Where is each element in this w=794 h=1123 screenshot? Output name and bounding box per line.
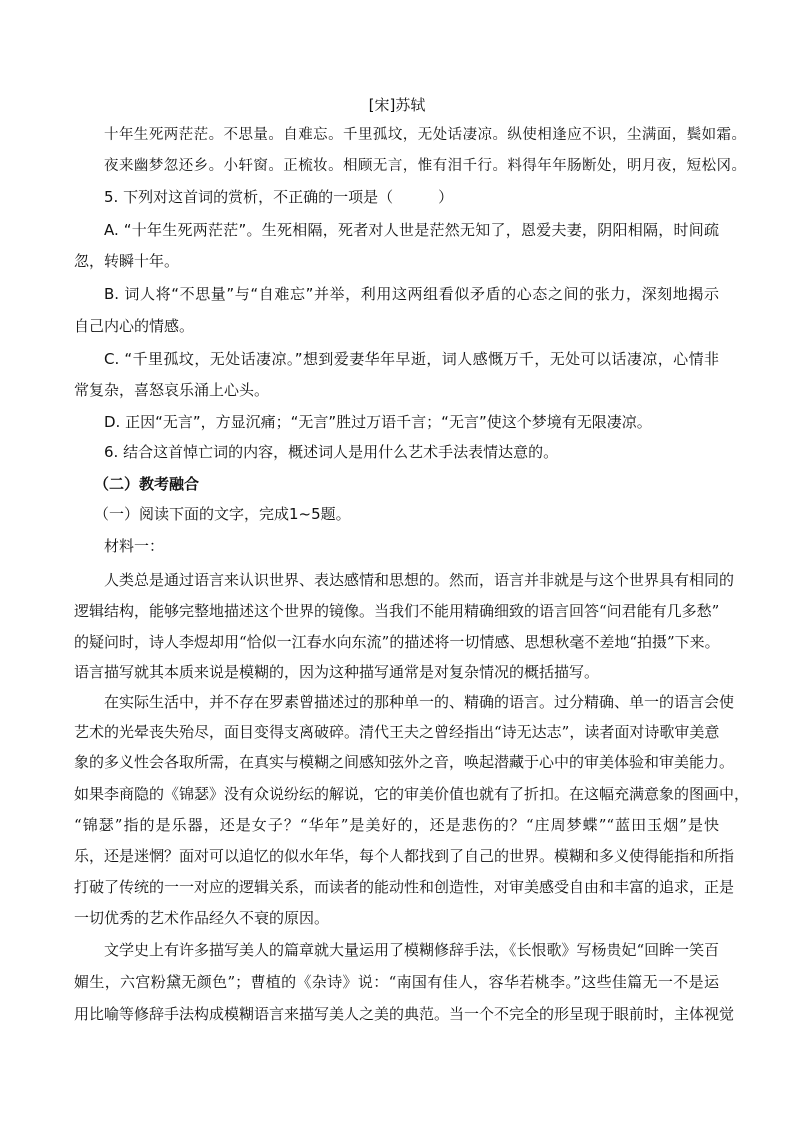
paragraph-2-line-3: 象的多义性会各取所需，在真实与模糊之间感知弦外之音，唤起潜藏于心中的审美体验和审美能力。 [74,753,735,771]
poem-line-1: 十年生死两茫茫。不思量。自难忘。千里孤坟，无处话凄凉。纵使相逢应不识，尘满面，鬓如霜。 [104,127,746,143]
paragraph-2-line-8: 一切优秀的艺术作品经久不衰的原因。 [74,909,330,927]
option-a-line-1: A. “十年生死两茫茫”。生死相隔，死者对人世是茫然无知了，恩爱夫妻，阴阳相隔，时间疏 [104,221,719,239]
paragraph-2-line-5: “锦瑟”指的是乐器，还是女子？“华年”是美好的，还是悲伤的？“庄周梦蝶”“蓝田玉烟”是快 [74,816,719,834]
paragraph-3-line-1: 文学史上有许多描写美人的篇章就大量运用了模糊修辞手法，《长恨歌》写杨贵妃“回眸一笑百 [104,941,720,959]
section-heading: （二）教考融合 [94,475,200,493]
paragraph-2-line-4: 如果李商隐的《锦瑟》没有众说纷纭的解说，它的审美价值也就有了折扣。在这幅充满意象的图画中， [74,785,750,803]
material-label: 材料一： [104,537,165,555]
paragraph-1-line-3: 的疑问时，诗人李煜却用“恰似一江春水向东流”的描述将一切情感、思想秋毫不差地“拍摄”下来。 [74,633,720,651]
paragraph-2-line-6: 乐，还是迷惘？面对可以追忆的似水年华，每个人都找到了自己的世界。模糊和多义使得能指和所指 [74,847,735,865]
question-5-stem: 5. 下列对这首词的赏析，不正确的一项是（ ） [104,188,454,206]
section-instruction: （一）阅读下面的文字，完成1~5题。 [94,505,351,523]
option-b-line-1: B. 词人将“不思量”与“自难忘”并举，利用这两组看似矛盾的心态之间的张力，深刻地揭示 [104,285,719,303]
paragraph-1-line-1: 人类总是通过语言来认识世界、表达感情和思想的。然而，语言并非就是与这个世界具有相同的 [104,571,735,589]
option-a-line-2: 忽，转瞬十年。 [74,252,180,270]
paragraph-3-line-2: 媚生，六宫粉黛无颜色”；曹植的《杂诗》说：“南国有佳人，容华若桃李。”这些佳篇无一不是运 [74,973,719,991]
question-6: 6. 结合这首悼亡词的内容，概述词人是用什么艺术手法表情达意的。 [104,443,559,461]
paragraph-1-line-4: 语言描写就其本质来说是模糊的，因为这种描写通常是对复杂情况的概括描写。 [74,663,600,681]
paragraph-2-line-2: 艺术的光晕丧失殆尽，面目变得支离破碎。清代王夫之曾经指出“诗无达志”，读者面对诗歌审美意 [74,723,720,741]
option-d: D. 正因“无言”，方显沉痛；“无言”胜过万语千言；“无言”使这个梦境有无限凄凉。 [104,413,652,431]
paragraph-1-line-2: 逻辑结构，能够完整地描述这个世界的镜像。当我们不能用精确细致的语言回答“问君能有几多愁” [74,602,720,620]
poem-author: [宋]苏轼 [368,96,426,114]
paragraph-2-line-7: 打破了传统的一一对应的逻辑关系，而读者的能动性和创造性，对审美感受自由和丰富的追求，正是 [74,878,735,896]
paragraph-3-line-3: 用比喻等修辞手法构成模糊语言来描写美人之美的典范。当一个不完全的形呈现于眼前时，主体视觉 [74,1005,735,1023]
option-c-line-2: 常复杂，喜怒哀乐涌上心头。 [74,381,270,399]
paragraph-2-line-1: 在实际生活中，并不存在罗素曾描述过的那种单一的、精确的语言。过分精确、单一的语言会使 [104,693,735,711]
option-b-line-2: 自己内心的情感。 [74,317,195,335]
poem-line-2: 夜来幽梦忽还乡。小轩窗。正梳妆。相顾无言，惟有泪千行。料得年年肠断处，明月夜，短松冈。 [104,158,746,174]
option-c-line-1: C. “千里孤坟，无处话凄凉。”想到爱妻华年早逝，词人感慨万千，无处可以话凄凉，心情非 [104,350,719,368]
